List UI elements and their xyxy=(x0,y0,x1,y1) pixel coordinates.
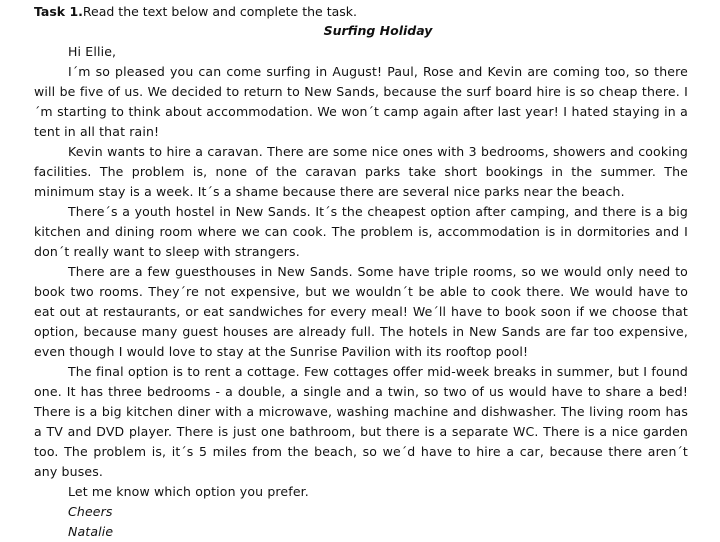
letter-paragraph-2: Kevin wants to hire a caravan. There are some nice ones with 3 bedrooms, showers and cooking facilities. The problem is, none of the caravan parks take short bookings in the summer. The minimum stay is a week. It´s a shame because there are several nice parks near the beach. xyxy=(34,144,688,199)
task-label: Task 1. xyxy=(34,4,83,19)
task-text: Read the text below and complete the task. xyxy=(82,4,357,19)
letter-greeting: Hi Ellie, xyxy=(68,44,117,59)
letter-paragraph-4: There are a few guesthouses in New Sands. Some have triple rooms, so we would only need to book two rooms. They´re not expensive, but we wouldn´t be able to cook there. We would have to eat out at restaurants, or eat sandwiches for every meal! We´ll have to book soon if we choose that option, because many guest houses are already full. The hotels in New Sands are far too expensive, even though I would love to stay at the Sunrise Pavilion with its rooftop pool! xyxy=(34,264,688,359)
letter-signature: Natalie xyxy=(68,524,114,539)
letter-body xyxy=(34,42,688,542)
letter-paragraph-5: The final option is to rent a cottage. Few cottages offer mid-week breaks in summer, but I found one. It has three bedrooms - a double, a single and a twin, so two of us would have to share a bed! There is a big kitchen diner with a microwave, washing machine and dishwasher. The living room has a TV and DVD player. There is just one bathroom, but there is a separate WC. There is a nice garden too. The problem is, it´s 5 miles from the beach, so we´d have to hire a car, because there aren´t any buses. xyxy=(34,364,688,479)
letter-closing: Cheers xyxy=(68,504,113,519)
letter-paragraph-1: I´m so pleased you can come surfing in August! Paul, Rose and Kevin are coming too, so there will be five of us. We decided to return to New Sands, because the surf board hire is so cheap there. I´m starting to think about accommodation. We won´t camp again after last year! I hated staying in a tent in all that rain! xyxy=(34,64,688,139)
letter-paragraph-6: Let me know which option you prefer. xyxy=(68,484,309,499)
task-instruction xyxy=(34,3,357,21)
letter-paragraph-3: There´s a youth hostel in New Sands. It´s the cheapest option after camping, and there is a big kitchen and dining room where we can cook. The problem is, accommodation is in dormitories and I don´t really want to sleep with strangers. xyxy=(34,204,688,259)
letter-title: Surfing Holiday xyxy=(323,23,433,38)
